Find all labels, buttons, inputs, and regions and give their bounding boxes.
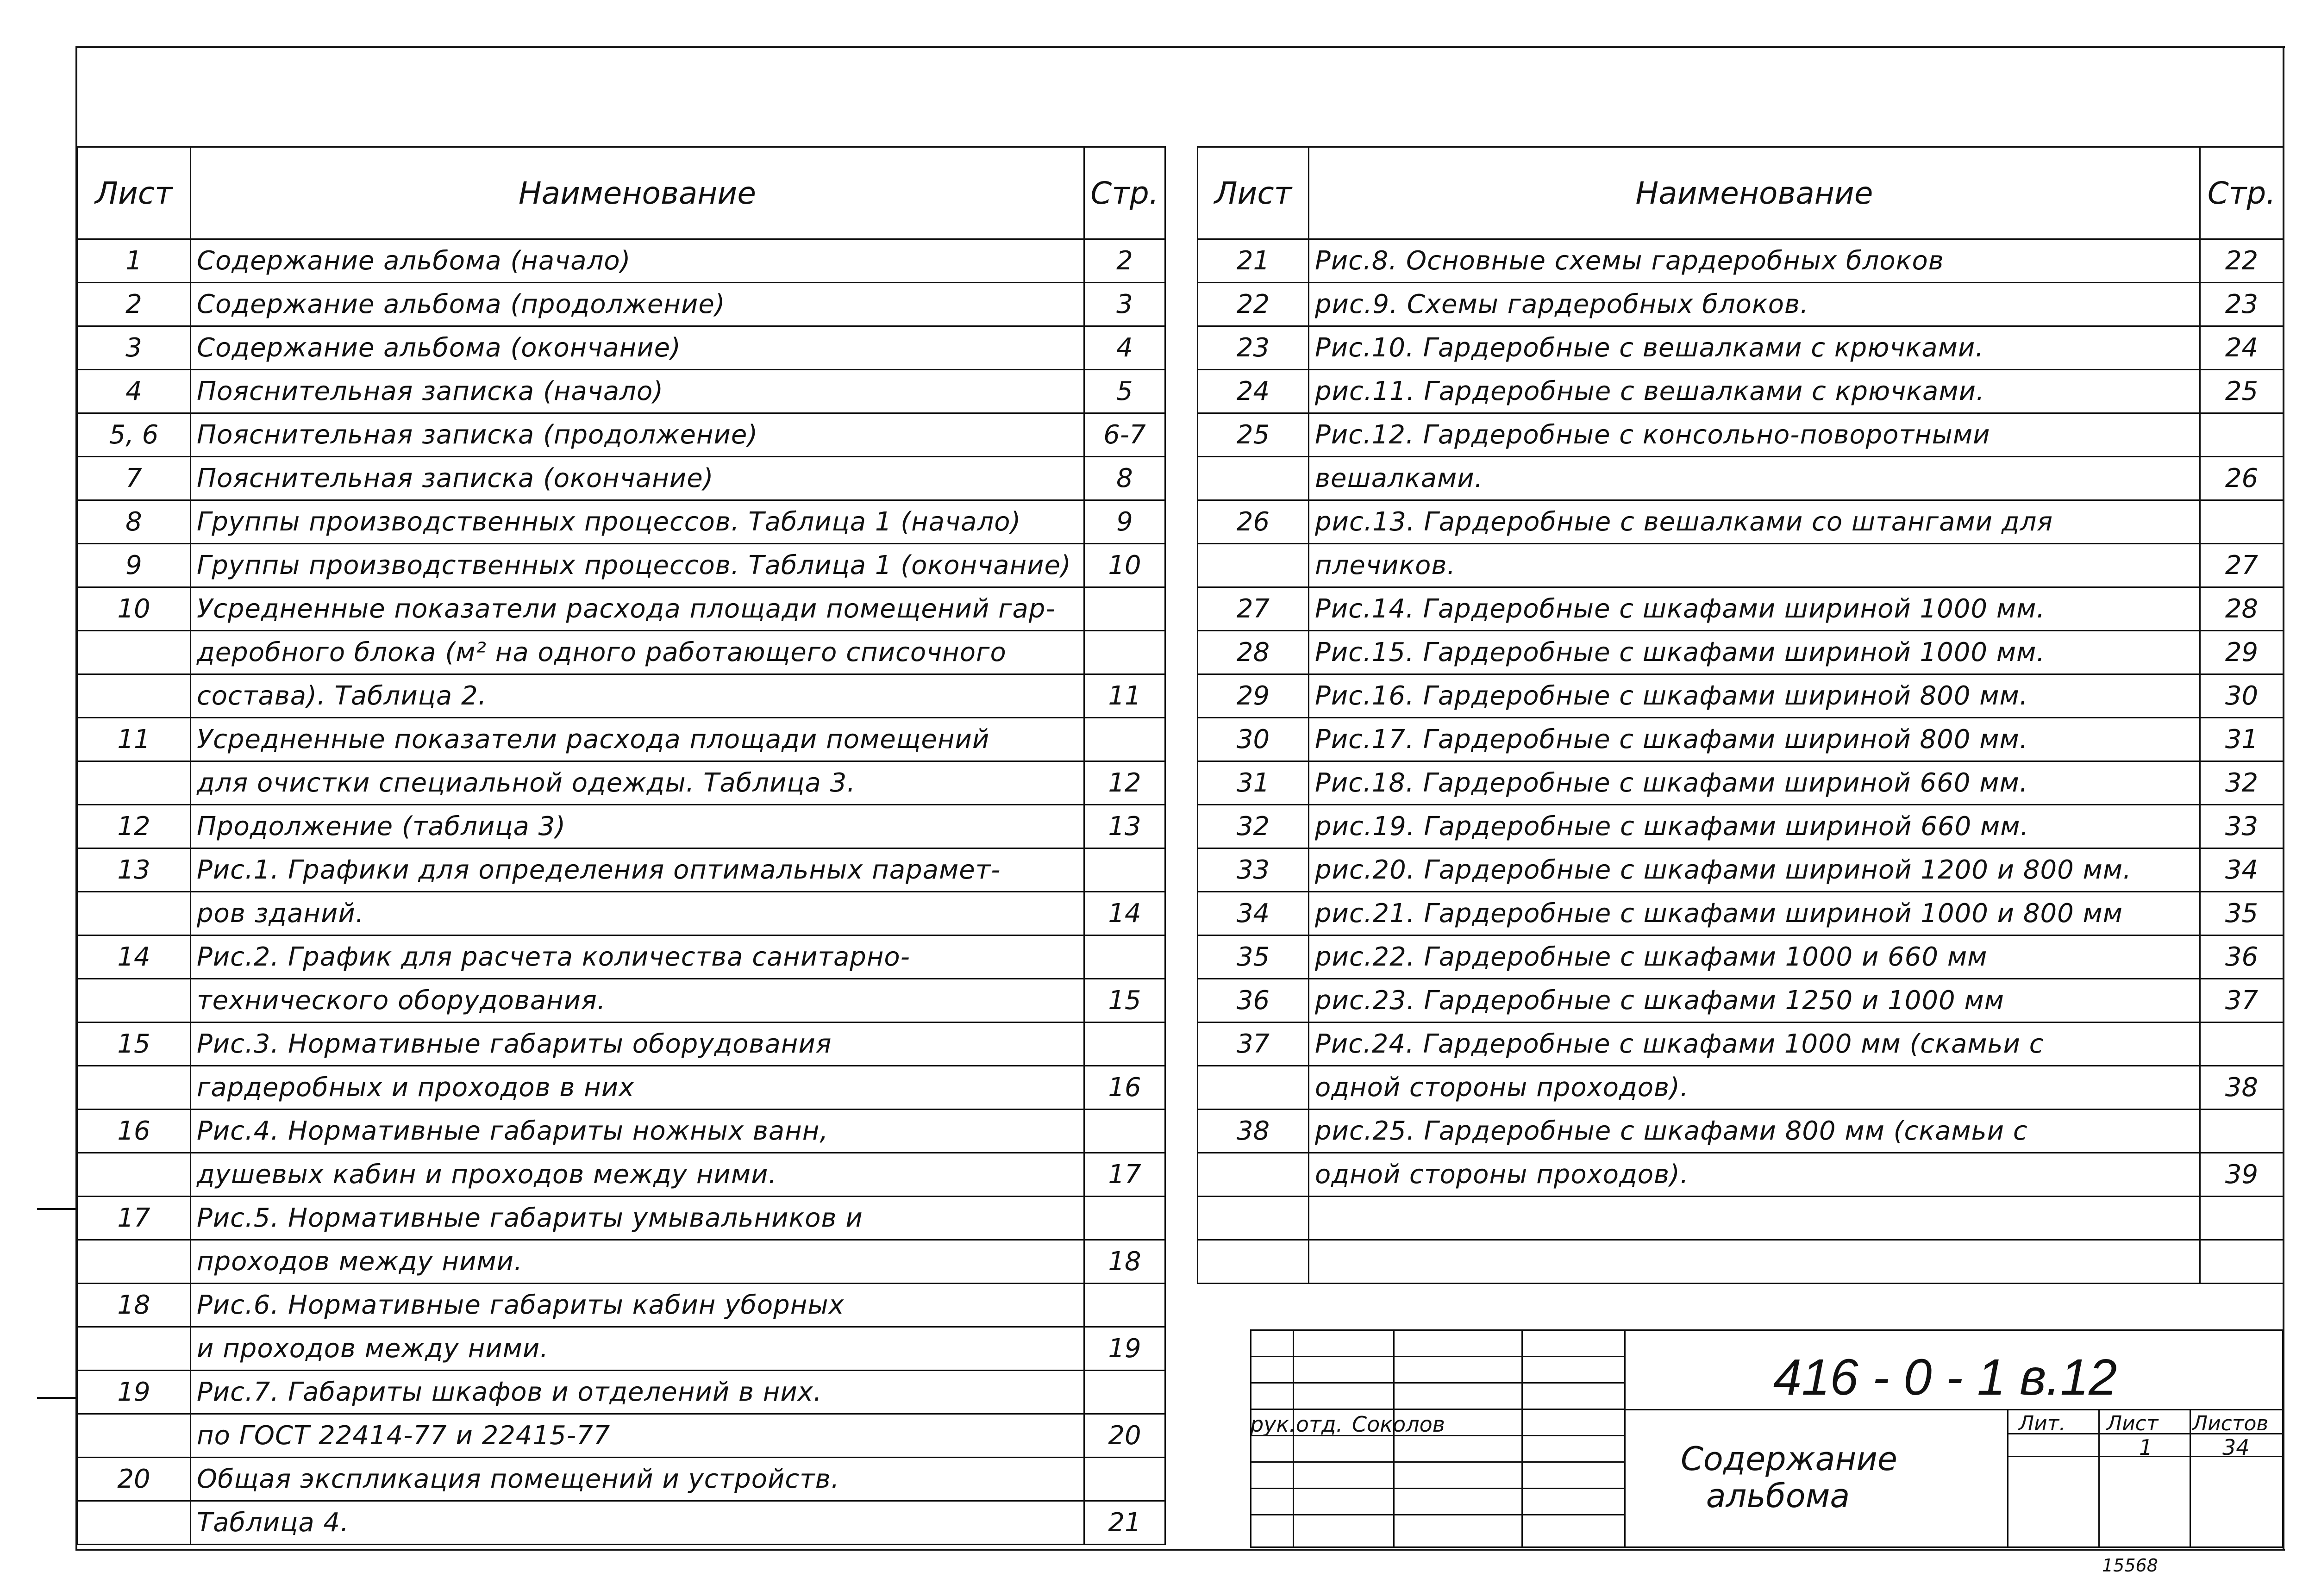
sheets-value: 34 bbox=[2222, 1435, 2250, 1460]
table-row bbox=[1198, 674, 2284, 718]
row-page bbox=[1084, 631, 1165, 674]
row-page bbox=[1084, 1458, 1165, 1501]
table-row bbox=[1198, 457, 2284, 500]
table-row bbox=[77, 631, 1165, 674]
author-name: Соколов bbox=[1352, 1412, 1445, 1437]
row-sheet-number: 15 bbox=[77, 1022, 191, 1066]
row-page: 30 bbox=[2200, 674, 2284, 718]
table-row bbox=[77, 848, 1165, 892]
row-page: 36 bbox=[2200, 935, 2284, 979]
row-sheet-number: 34 bbox=[1198, 892, 1309, 935]
row-sheet-number: 9 bbox=[77, 544, 191, 587]
table-row bbox=[77, 1458, 1165, 1501]
table-row bbox=[1198, 1197, 2284, 1240]
row-sheet-number: 24 bbox=[1198, 370, 1309, 413]
table-row bbox=[1198, 979, 2284, 1022]
row-page bbox=[2200, 500, 2284, 544]
row-page: 29 bbox=[2200, 631, 2284, 674]
row-title: Усредненные показатели расхода площади помещений bbox=[191, 718, 1084, 761]
row-page: 24 bbox=[2200, 326, 2284, 370]
row-sheet-number bbox=[77, 761, 191, 805]
row-title: рис.13. Гардеробные с вешалками со штангами для bbox=[1309, 500, 2200, 544]
row-title bbox=[1309, 1240, 2200, 1284]
table-row bbox=[77, 1327, 1165, 1371]
table-row bbox=[77, 1371, 1165, 1414]
row-page: 6-7 bbox=[1084, 413, 1165, 457]
row-sheet-number: 21 bbox=[1198, 239, 1309, 283]
row-page: 28 bbox=[2200, 587, 2284, 631]
row-sheet-number bbox=[77, 979, 191, 1022]
row-title bbox=[1309, 1197, 2200, 1240]
sheet-value: 1 bbox=[2139, 1435, 2153, 1460]
row-title: рис.9. Схемы гардеробных блоков. bbox=[1309, 283, 2200, 326]
row-sheet-number: 20 bbox=[77, 1458, 191, 1501]
row-title: технического оборудования. bbox=[191, 979, 1084, 1022]
row-title: по ГОСТ 22414-77 и 22415-77 bbox=[191, 1414, 1084, 1458]
row-page: 11 bbox=[1084, 674, 1165, 718]
row-sheet-number: 2 bbox=[77, 283, 191, 326]
table-row bbox=[77, 1284, 1165, 1327]
row-title: Продолжение (таблица 3) bbox=[191, 805, 1084, 848]
table-row bbox=[1198, 935, 2284, 979]
row-title: Группы производственных процессов. Таблица 1 (окончание) bbox=[191, 544, 1084, 587]
table-row bbox=[77, 1110, 1165, 1153]
row-page: 14 bbox=[1084, 892, 1165, 935]
table-row bbox=[77, 500, 1165, 544]
row-title: Рис.8. Основные схемы гардеробных блоков bbox=[1309, 239, 2200, 283]
row-page: 27 bbox=[2200, 544, 2284, 587]
footer-number: 15568 bbox=[2102, 1555, 2158, 1576]
table-row bbox=[77, 544, 1165, 587]
row-page bbox=[1084, 1022, 1165, 1066]
table-row bbox=[1198, 587, 2284, 631]
row-page: 8 bbox=[1084, 457, 1165, 500]
row-sheet-number bbox=[1198, 1153, 1309, 1197]
row-sheet-number bbox=[1198, 457, 1309, 500]
row-title: Рис.16. Гардеробные с шкафами шириной 800 мм. bbox=[1309, 674, 2200, 718]
contents-table-right bbox=[1197, 146, 2284, 1284]
row-sheet-number: 32 bbox=[1198, 805, 1309, 848]
lit-label: Лит. bbox=[2019, 1412, 2066, 1435]
table-row bbox=[1198, 1066, 2284, 1110]
row-sheet-number: 18 bbox=[77, 1284, 191, 1327]
row-page bbox=[1084, 935, 1165, 979]
table-row bbox=[77, 283, 1165, 326]
row-sheet-number: 4 bbox=[77, 370, 191, 413]
row-sheet-number: 17 bbox=[77, 1197, 191, 1240]
row-sheet-number: 33 bbox=[1198, 848, 1309, 892]
row-sheet-number: 29 bbox=[1198, 674, 1309, 718]
row-title: плечиков. bbox=[1309, 544, 2200, 587]
header-name: Наименование bbox=[1309, 147, 2200, 239]
row-page: 38 bbox=[2200, 1066, 2284, 1110]
table-row bbox=[77, 457, 1165, 500]
row-page: 23 bbox=[2200, 283, 2284, 326]
row-sheet-number bbox=[1198, 544, 1309, 587]
row-page bbox=[1084, 1284, 1165, 1327]
row-page bbox=[2200, 1197, 2284, 1240]
table-row bbox=[1198, 761, 2284, 805]
row-page: 18 bbox=[1084, 1240, 1165, 1284]
table-header-row bbox=[1198, 147, 2284, 239]
table-row bbox=[77, 413, 1165, 457]
table-row bbox=[77, 718, 1165, 761]
row-title: Рис.6. Нормативные габариты кабин уборных bbox=[191, 1284, 1084, 1327]
table-row bbox=[1198, 500, 2284, 544]
row-title: рис.11. Гардеробные с вешалками с крючками. bbox=[1309, 370, 2200, 413]
row-title: Пояснительная записка (продолжение) bbox=[191, 413, 1084, 457]
row-sheet-number: 37 bbox=[1198, 1022, 1309, 1066]
row-title: рис.20. Гардеробные с шкафами шириной 1200 и 800 мм. bbox=[1309, 848, 2200, 892]
row-sheet-number bbox=[1198, 1197, 1309, 1240]
row-page: 10 bbox=[1084, 544, 1165, 587]
row-sheet-number: 31 bbox=[1198, 761, 1309, 805]
row-page: 21 bbox=[1084, 1501, 1165, 1545]
header-page: Стр. bbox=[1084, 147, 1165, 239]
document-code: 416 - 0 - 1 в.12 bbox=[1773, 1349, 2117, 1406]
row-title: для очистки специальной одежды. Таблица 3. bbox=[191, 761, 1084, 805]
margin-tick bbox=[37, 1397, 76, 1399]
frame-top-line bbox=[76, 46, 2285, 48]
table-row bbox=[77, 1022, 1165, 1066]
stamp-cell bbox=[1250, 1356, 1626, 1384]
stamp-cell bbox=[1250, 1488, 1626, 1515]
row-sheet-number: 5, 6 bbox=[77, 413, 191, 457]
row-title: Пояснительная записка (начало) bbox=[191, 370, 1084, 413]
row-page bbox=[1084, 718, 1165, 761]
row-page: 20 bbox=[1084, 1414, 1165, 1458]
row-title: гардеробных и проходов в них bbox=[191, 1066, 1084, 1110]
row-sheet-number: 28 bbox=[1198, 631, 1309, 674]
row-page: 13 bbox=[1084, 805, 1165, 848]
row-title: Содержание альбома (начало) bbox=[191, 239, 1084, 283]
table-row bbox=[77, 1414, 1165, 1458]
row-page bbox=[2200, 1240, 2284, 1284]
table-row bbox=[1198, 631, 2284, 674]
row-title: Пояснительная записка (окончание) bbox=[191, 457, 1084, 500]
row-page: 5 bbox=[1084, 370, 1165, 413]
row-title: Рис.5. Нормативные габариты умывальников и bbox=[191, 1197, 1084, 1240]
table-row bbox=[1198, 1240, 2284, 1284]
header-sheet: Лист bbox=[1198, 147, 1309, 239]
row-page: 22 bbox=[2200, 239, 2284, 283]
row-title: вешалками. bbox=[1309, 457, 2200, 500]
row-page: 35 bbox=[2200, 892, 2284, 935]
table-row bbox=[77, 979, 1165, 1022]
table-row bbox=[1198, 848, 2284, 892]
row-title: Рис.12. Гардеробные с консольно-поворотными bbox=[1309, 413, 2200, 457]
row-sheet-number: 35 bbox=[1198, 935, 1309, 979]
row-sheet-number: 13 bbox=[77, 848, 191, 892]
row-page bbox=[1084, 1371, 1165, 1414]
contents-table-left bbox=[76, 146, 1166, 1545]
row-page bbox=[1084, 1110, 1165, 1153]
row-sheet-number: 16 bbox=[77, 1110, 191, 1153]
row-sheet-number bbox=[77, 674, 191, 718]
row-title: Рис.17. Гардеробные с шкафами шириной 800 мм. bbox=[1309, 718, 2200, 761]
row-title: душевых кабин и проходов между ними. bbox=[191, 1153, 1084, 1197]
table-row bbox=[77, 1240, 1165, 1284]
row-sheet-number: 36 bbox=[1198, 979, 1309, 1022]
row-title: Рис.2. График для расчета количества санитарно- bbox=[191, 935, 1084, 979]
row-page: 2 bbox=[1084, 239, 1165, 283]
row-title: Рис.7. Габариты шкафов и отделений в них. bbox=[191, 1371, 1084, 1414]
row-sheet-number bbox=[77, 1240, 191, 1284]
margin-tick bbox=[37, 1208, 76, 1210]
row-title: Содержание альбома (продолжение) bbox=[191, 283, 1084, 326]
row-sheet-number bbox=[1198, 1240, 1309, 1284]
header-name: Наименование bbox=[191, 147, 1084, 239]
row-page: 4 bbox=[1084, 326, 1165, 370]
row-sheet-number: 19 bbox=[77, 1371, 191, 1414]
row-page: 17 bbox=[1084, 1153, 1165, 1197]
row-page: 15 bbox=[1084, 979, 1165, 1022]
role-label: рук.отд. bbox=[1250, 1412, 1343, 1437]
row-sheet-number: 23 bbox=[1198, 326, 1309, 370]
table-row bbox=[77, 1501, 1165, 1545]
row-sheet-number: 11 bbox=[77, 718, 191, 761]
row-page: 31 bbox=[2200, 718, 2284, 761]
table-row bbox=[77, 1153, 1165, 1197]
row-title: Рис.18. Гардеробные с шкафами шириной 660 мм. bbox=[1309, 761, 2200, 805]
row-page bbox=[1084, 848, 1165, 892]
row-sheet-number: 8 bbox=[77, 500, 191, 544]
table-row bbox=[77, 674, 1165, 718]
row-title: рис.23. Гардеробные с шкафами 1250 и 1000 мм bbox=[1309, 979, 2200, 1022]
table-header-row bbox=[77, 147, 1165, 239]
row-page: 19 bbox=[1084, 1327, 1165, 1371]
row-title: Рис.15. Гардеробные с шкафами шириной 1000 мм. bbox=[1309, 631, 2200, 674]
row-sheet-number: 7 bbox=[77, 457, 191, 500]
row-title: Группы производственных процессов. Таблица 1 (начало) bbox=[191, 500, 1084, 544]
row-title: рис.19. Гардеробные с шкафами шириной 660 мм. bbox=[1309, 805, 2200, 848]
row-sheet-number bbox=[77, 1066, 191, 1110]
table-row bbox=[77, 935, 1165, 979]
row-title: Усредненные показатели расхода площади помещений гар- bbox=[191, 587, 1084, 631]
row-sheet-number bbox=[77, 1501, 191, 1545]
header-page: Стр. bbox=[2200, 147, 2284, 239]
row-title: одной стороны проходов). bbox=[1309, 1066, 2200, 1110]
row-page bbox=[2200, 413, 2284, 457]
stamp-cell bbox=[1250, 1382, 1626, 1410]
frame-bottom-line bbox=[76, 1549, 2285, 1551]
row-title: состава). Таблица 2. bbox=[191, 674, 1084, 718]
row-page: 33 bbox=[2200, 805, 2284, 848]
table-row bbox=[77, 1197, 1165, 1240]
table-row bbox=[77, 805, 1165, 848]
row-page: 25 bbox=[2200, 370, 2284, 413]
row-sheet-number: 22 bbox=[1198, 283, 1309, 326]
row-title: ров зданий. bbox=[191, 892, 1084, 935]
row-title: рис.25. Гардеробные с шкафами 800 мм (скамьи с bbox=[1309, 1110, 2200, 1153]
row-page: 3 bbox=[1084, 283, 1165, 326]
table-row bbox=[1198, 805, 2284, 848]
row-sheet-number: 25 bbox=[1198, 413, 1309, 457]
row-sheet-number bbox=[77, 1327, 191, 1371]
table-row bbox=[1198, 1110, 2284, 1153]
album-title: Содержание альбома bbox=[1681, 1440, 1897, 1515]
table-row bbox=[1198, 1022, 2284, 1066]
table-row bbox=[1198, 544, 2284, 587]
row-title: деробного блока (м² на одного работающего списочного bbox=[191, 631, 1084, 674]
header-sheet: Лист bbox=[77, 147, 191, 239]
row-title: Содержание альбома (окончание) bbox=[191, 326, 1084, 370]
table-row bbox=[1198, 326, 2284, 370]
title-block bbox=[1250, 1329, 2284, 1548]
row-title: и проходов между ними. bbox=[191, 1327, 1084, 1371]
table-row bbox=[77, 892, 1165, 935]
row-page: 16 bbox=[1084, 1066, 1165, 1110]
row-title: Рис.14. Гардеробные с шкафами шириной 1000 мм. bbox=[1309, 587, 2200, 631]
row-title: Таблица 4. bbox=[191, 1501, 1084, 1545]
row-page bbox=[1084, 587, 1165, 631]
row-title: Рис.4. Нормативные габариты ножных ванн, bbox=[191, 1110, 1084, 1153]
table-row bbox=[1198, 239, 2284, 283]
table-row bbox=[77, 370, 1165, 413]
stamp-cell bbox=[1250, 1329, 1626, 1357]
row-page bbox=[2200, 1022, 2284, 1066]
row-sheet-number bbox=[77, 1414, 191, 1458]
row-page bbox=[2200, 1110, 2284, 1153]
stamp-cell bbox=[1250, 1514, 1626, 1548]
row-sheet-number: 30 bbox=[1198, 718, 1309, 761]
row-page: 9 bbox=[1084, 500, 1165, 544]
stamp-cell bbox=[1250, 1461, 1626, 1489]
table-row bbox=[77, 587, 1165, 631]
row-page: 37 bbox=[2200, 979, 2284, 1022]
row-page: 32 bbox=[2200, 761, 2284, 805]
row-title: одной стороны проходов). bbox=[1309, 1153, 2200, 1197]
row-sheet-number: 10 bbox=[77, 587, 191, 631]
row-page: 26 bbox=[2200, 457, 2284, 500]
table-row bbox=[77, 1066, 1165, 1110]
row-title: рис.21. Гардеробные с шкафами шириной 1000 и 800 мм bbox=[1309, 892, 2200, 935]
row-title: Рис.1. Графики для определения оптимальных парамет- bbox=[191, 848, 1084, 892]
table-row bbox=[1198, 370, 2284, 413]
row-sheet-number: 14 bbox=[77, 935, 191, 979]
table-row bbox=[1198, 413, 2284, 457]
row-sheet-number bbox=[77, 892, 191, 935]
row-sheet-number bbox=[1198, 1066, 1309, 1110]
row-sheet-number: 3 bbox=[77, 326, 191, 370]
row-page: 34 bbox=[2200, 848, 2284, 892]
row-sheet-number bbox=[77, 1153, 191, 1197]
stamp-cell bbox=[1250, 1435, 1626, 1463]
row-title: проходов между ними. bbox=[191, 1240, 1084, 1284]
table-row bbox=[1198, 283, 2284, 326]
table-row bbox=[77, 761, 1165, 805]
row-sheet-number: 12 bbox=[77, 805, 191, 848]
row-title: Рис.10. Гардеробные с вешалками с крючками. bbox=[1309, 326, 2200, 370]
sheet-label: Лист bbox=[2107, 1412, 2159, 1435]
row-sheet-number: 27 bbox=[1198, 587, 1309, 631]
table-row bbox=[1198, 892, 2284, 935]
row-sheet-number: 1 bbox=[77, 239, 191, 283]
row-page bbox=[1084, 1197, 1165, 1240]
table-row bbox=[77, 326, 1165, 370]
table-row bbox=[1198, 1153, 2284, 1197]
row-page: 12 bbox=[1084, 761, 1165, 805]
row-page: 39 bbox=[2200, 1153, 2284, 1197]
row-title: Рис.24. Гардеробные с шкафами 1000 мм (скамьи с bbox=[1309, 1022, 2200, 1066]
sheets-label: Листов bbox=[2192, 1412, 2269, 1435]
table-row bbox=[77, 239, 1165, 283]
row-title: Рис.3. Нормативные габариты оборудования bbox=[191, 1022, 1084, 1066]
row-title: Общая экспликация помещений и устройств. bbox=[191, 1458, 1084, 1501]
row-sheet-number bbox=[77, 631, 191, 674]
row-sheet-number: 26 bbox=[1198, 500, 1309, 544]
row-sheet-number: 38 bbox=[1198, 1110, 1309, 1153]
table-row bbox=[1198, 718, 2284, 761]
row-title: рис.22. Гардеробные с шкафами 1000 и 660 мм bbox=[1309, 935, 2200, 979]
